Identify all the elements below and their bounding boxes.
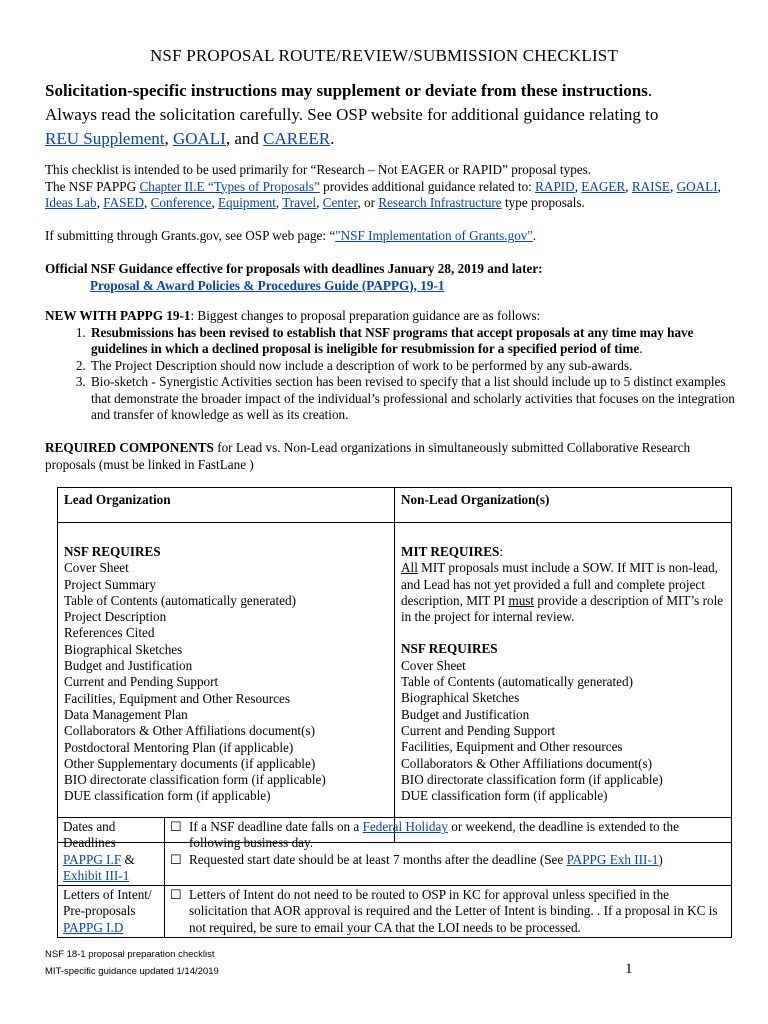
- intro-line2: Always read the solicitation carefully. See OSP website for additional guidance relating to: [45, 105, 659, 124]
- list-item: Postdoctoral Mentoring Plan (if applicable): [64, 739, 294, 755]
- link-conference[interactable]: Conference: [150, 195, 212, 210]
- link-ideas-lab[interactable]: Ideas Lab: [45, 195, 97, 210]
- link-raise[interactable]: RAISE: [631, 178, 670, 194]
- link-exhibit-iii-1[interactable]: Exhibit III-1: [63, 867, 130, 883]
- letters-label: Letters of Intent/ Pre-proposals: [63, 887, 152, 919]
- table-row: [58, 818, 732, 886]
- link-travel[interactable]: Travel: [282, 195, 317, 210]
- checkbox[interactable]: ☐: [170, 887, 182, 903]
- list-item: Cover Sheet: [64, 560, 129, 576]
- list-item: Project Description: [64, 609, 167, 625]
- link-chapter-iie[interactable]: Chapter II.E “Types of Proposals”: [139, 178, 320, 194]
- intro-period: .: [647, 81, 653, 100]
- list-item: References Cited: [64, 625, 155, 641]
- required-heading: REQUIRED COMPONENTS: [45, 440, 214, 455]
- link-eager[interactable]: EAGER: [581, 178, 626, 194]
- nonlead-column: [395, 523, 732, 843]
- dates-items-cell: [165, 818, 732, 886]
- mit-all: All: [401, 560, 418, 576]
- intro-sep: , and: [225, 129, 264, 148]
- mit-requires: MIT REQUIRES: [401, 544, 500, 559]
- link-pappg-if[interactable]: PAPPG I.F: [63, 851, 122, 867]
- types-end: type proposals.: [501, 195, 585, 210]
- new-rest: : Biggest changes to proposal preparation guidance are as follows:: [190, 308, 541, 323]
- new-heading: NEW WITH PAPPG 19-1: [45, 308, 191, 323]
- letters-intent-cell: [58, 886, 165, 938]
- link-goali-type[interactable]: GOALI: [676, 178, 718, 194]
- footer-line2: MIT-specific guidance updated 1/14/2019: [45, 966, 219, 977]
- link-pappg[interactable]: Proposal & Award Policies & Procedures Guide (PAPPG), 19-1: [90, 277, 445, 293]
- types-mid: provides additional guidance related to:: [319, 178, 536, 194]
- intro-bold: Solicitation-specific instructions may supplement or deviate from these instructions: [45, 81, 648, 100]
- link-federal-holiday[interactable]: Federal Holiday: [362, 819, 448, 834]
- link-career[interactable]: CAREER: [263, 129, 331, 148]
- change-item-1-end: .: [639, 341, 643, 356]
- list-item: Current and Pending Support: [64, 674, 219, 690]
- lead-column: [58, 523, 395, 843]
- intro-block: [45, 79, 735, 151]
- new-with-pappg: [45, 308, 735, 424]
- start-date-pre: Requested start date should be at least 7 months after the deadline (See: [189, 851, 567, 867]
- table-row: [58, 886, 732, 938]
- changes-list: [45, 325, 735, 424]
- official-guidance: [45, 261, 745, 294]
- link-equipment[interactable]: Equipment: [217, 195, 276, 210]
- lead-header: Lead Organization: [58, 488, 395, 523]
- page-title: NSF PROPOSAL ROUTE/REVIEW/SUBMISSION CHECKLIST: [149, 46, 619, 65]
- mit-requires-text: [401, 560, 725, 625]
- types-pre: The NSF PAPPG: [45, 178, 140, 194]
- link-goali[interactable]: GOALI: [172, 129, 226, 148]
- list-item: BIO directorate classification form (if applicable): [401, 771, 663, 787]
- link-fased[interactable]: FASED: [103, 195, 145, 210]
- checklist-item: [170, 819, 726, 852]
- loi-text: Letters of Intent do not need to be routed to OSP in KC for approval unless specified in the solicitation that AOR approval is required and the Letter of Intent is binding. . If a proposal in KC is not required, be sure to email your CA that the LOI needs to be processed.: [189, 887, 718, 935]
- mit-text2: provide a description of MIT’s role in the project for internal review.: [401, 592, 724, 625]
- types-line1: This checklist is intended to be used primarily for “Research – Not EAGER or RAPID” proposal types.: [45, 162, 592, 177]
- list-item: Collaborators & Other Affiliations document(s): [401, 755, 653, 771]
- link-rapid[interactable]: RAPID: [535, 178, 575, 194]
- list-item: Facilities, Equipment and Other resources: [401, 739, 623, 755]
- page-number: 1: [625, 961, 633, 977]
- footer: [45, 946, 219, 980]
- required-components: [45, 440, 735, 473]
- lead-list: [64, 560, 388, 804]
- link-grants-gov[interactable]: "NSF Implementation of Grants.gov": [335, 228, 533, 243]
- list-item: Collaborators & Other Affiliations document(s): [64, 723, 316, 739]
- link-pappg-id[interactable]: PAPPG I.D: [63, 919, 124, 935]
- change-item-1: Resubmissions has been revised to establish that NSF programs that accept proposals at any time may have guidelines in which a declined proposal is ineligible for resubmission for a specified period of time: [91, 324, 694, 356]
- letters-items-cell: [165, 886, 732, 938]
- list-item: Other Supplementary documents (if applicable): [64, 755, 316, 771]
- checklist-item: [170, 887, 726, 936]
- holiday-post: or weekend, the deadline is extended to the following business day.: [189, 819, 679, 851]
- checkbox[interactable]: ☐: [170, 819, 182, 834]
- list-item: Facilities, Equipment and Other Resources: [64, 690, 290, 706]
- link-center[interactable]: Center: [322, 195, 358, 210]
- list-item: BIO directorate classification form (if applicable): [64, 772, 326, 788]
- list-item: Table of Contents (automatically generated): [64, 592, 296, 608]
- checkbox[interactable]: ☐: [170, 851, 182, 867]
- checklist-item: [170, 852, 726, 868]
- components-table: [57, 487, 732, 843]
- intro-sep: ,: [164, 129, 173, 148]
- list-item: Table of Contents (automatically generated): [401, 674, 633, 690]
- list-item: Current and Pending Support: [401, 722, 556, 738]
- lead-nsf-requires: NSF REQUIRES: [64, 544, 161, 559]
- footer-line1: NSF 18-1 proposal preparation checklist: [45, 949, 215, 960]
- checklist-table: [57, 817, 732, 938]
- mit-colon: :: [499, 544, 503, 559]
- list-item: Biographical Sketches: [401, 690, 520, 706]
- list-item: Biographical Sketches: [64, 641, 183, 657]
- start-date-post: ): [658, 851, 663, 867]
- grants-pre: If submitting through Grants.gov, see OSP web page: “: [45, 228, 336, 243]
- types-or: , or: [357, 195, 379, 210]
- list-item: DUE classification form (if applicable): [401, 788, 608, 804]
- list-item: Data Management Plan: [64, 706, 188, 722]
- holiday-pre: If a NSF deadline date falls on a: [189, 819, 363, 834]
- dates-label: Dates and Deadlines: [63, 819, 116, 851]
- list-item: [89, 325, 735, 358]
- list-item: 2. The Project Description should now include a description of work to be performed by any sub-awards.: [89, 358, 735, 375]
- grants-end: .: [532, 228, 537, 243]
- nonlead-header: Non-Lead Organization(s): [395, 488, 732, 523]
- link-reu-supplement[interactable]: REU Supplement: [45, 129, 165, 148]
- list-item: Project Summary: [64, 576, 156, 592]
- list-item: 3. Bio-sketch - Synergistic Activities section has been revised to specify that a list should include up to 5 distinct examples that demonstrate the broader impact of the individual’s professional and scholarly activities that focuses on the integration and transfer of knowledge as well as its creation.: [89, 374, 735, 424]
- link-pappg-exh-iii-1[interactable]: PAPPG Exh III-1: [566, 851, 659, 867]
- intro-end: .: [330, 129, 335, 148]
- amp: &: [121, 851, 135, 867]
- mit-text1: MIT proposals must include a SOW. If MIT is non-lead, and Lead has not yet provided a full and complete project description, MIT PI: [401, 560, 718, 608]
- list-item: DUE classification form (if applicable): [64, 788, 271, 804]
- nonlead-nsf-requires: NSF REQUIRES: [401, 641, 498, 657]
- list-item: Budget and Justification: [64, 658, 193, 674]
- official-guidance-text: Official NSF Guidance effective for proposals with deadlines January 28, 2019 and later:: [45, 261, 543, 276]
- link-research-infrastructure[interactable]: Research Infrastructure: [378, 195, 502, 210]
- types-paragraph: This checklist is intended to be used primarily for “Research – Not EAGER or RAPID” proposal types. The NSF PAPPG Chapter II.E “Types of Proposals” provides additional guidance related to: RAPID, EAGER, RAISE, GOALI, Ideas Lab, FASED, Conference, Equipment, Travel, Center, or Research Infrastructure type proposals.: [45, 162, 745, 212]
- list-item: Cover Sheet: [401, 657, 466, 673]
- dates-deadlines-cell: [58, 818, 165, 886]
- required-rest: for Lead vs. Non-Lead organizations in simultaneously submitted Collaborative Research proposals (must be linked in FastLane ): [45, 440, 691, 472]
- mit-must: must: [508, 592, 535, 608]
- nonlead-list: [401, 658, 725, 805]
- list-item: Budget and Justification: [401, 706, 530, 722]
- grants-gov-paragraph: [45, 228, 745, 245]
